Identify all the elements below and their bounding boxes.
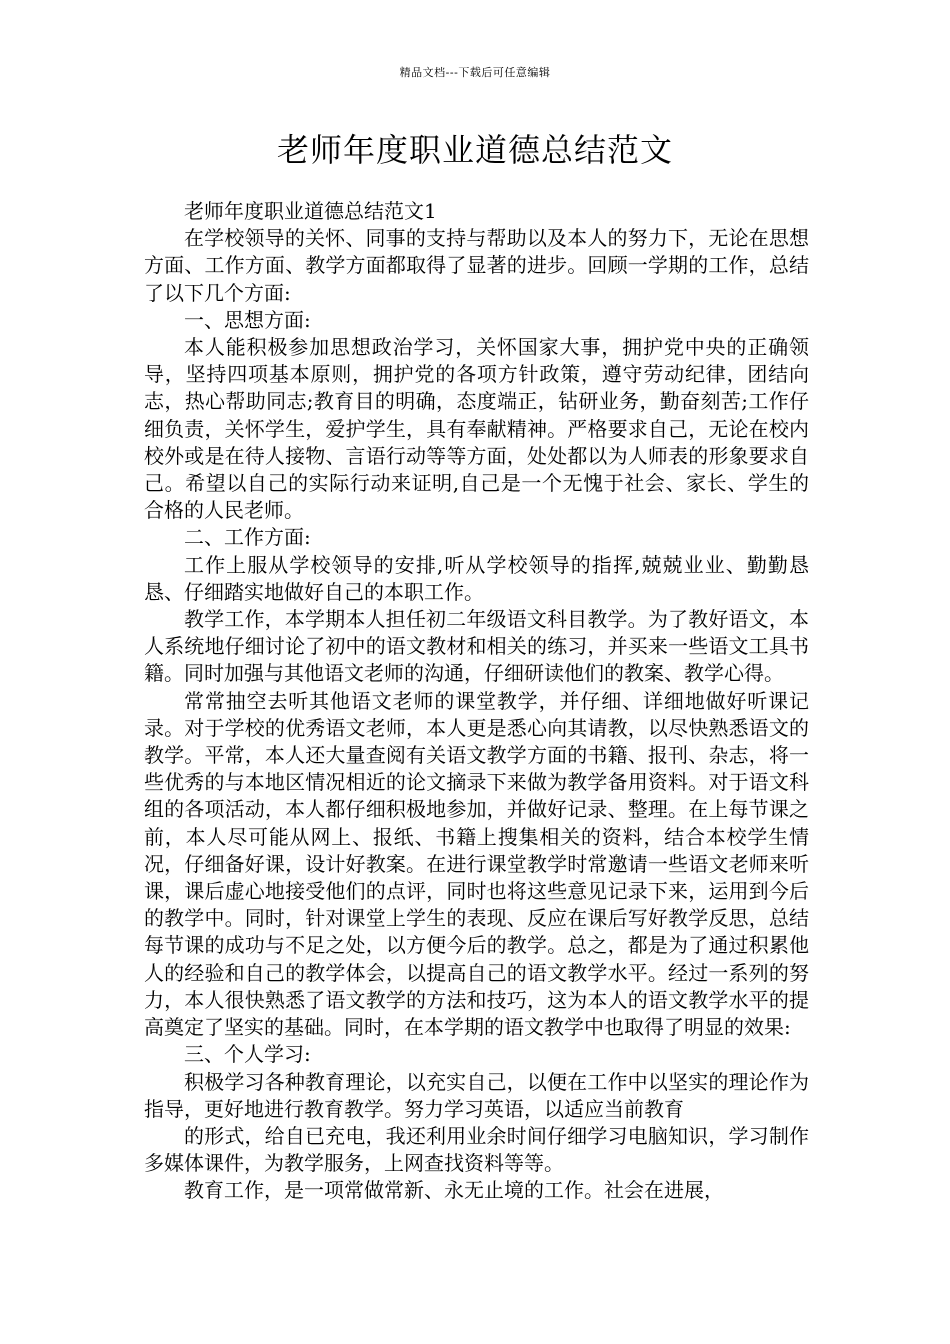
section-heading: 二、工作方面: <box>184 525 311 550</box>
body-paragraph: 教学工作，本学期本人担任初二年级语文科目教学。为了教好语文，本人系统地仔细讨论了初中的语文教材和相关的练习，并买来一些语文工具书籍。同时加强与其他语文老师的沟通，仔细研读他们的教案、教学心得。 <box>144 607 809 686</box>
subtitle-paragraph: 老师年度职业道德总结范文1 <box>184 199 437 223</box>
section-heading: 一、思想方面: <box>184 307 311 332</box>
body-paragraph: 的形式，给自已充电，我还利用业余时间仔细学习电脑知识，学习制作多媒体课件，为教学服务，上网查找资料等等。 <box>144 1123 809 1176</box>
document-body <box>144 198 809 1205</box>
header-note: 精品文档---下载后可任意编辑 <box>399 66 551 79</box>
body-paragraph: 工作上服从学校领导的安排,听从学校领导的指挥,兢兢业业、勤勤恳恳、仔细踏实地做好自己的本职工作。 <box>144 552 809 604</box>
document-title: 老师年度职业道德总结范文 <box>276 131 673 169</box>
section-heading: 三、个人学习: <box>184 1042 311 1067</box>
body-paragraph: 本人能积极参加思想政治学习，关怀国家大事，拥护党中央的正确领导，坚持四项基本原则，拥护党的各项方针政策，遵守劳动纪律，团结向志，热心帮助同志;教育目的明确，态度端正，钻研业务，勤奋刻苦;工作仔细负责，关怀学生，爱护学生，具有奉献精神。严格要求自己，无论在校内校外或是在待人接物、言语行动等等方面，处处都以为人师表的形象要求自己。希望以自己的实际行动来证明,自己是一个无愧于社会、家长、学生的合格的人民老师。 <box>144 335 809 523</box>
body-paragraph: 常常抽空去听其他语文老师的课堂教学，并仔细、详细地做好听课记录。对于学校的优秀语文老师，本人更是悉心向其请教，以尽快熟悉语文的教学。平常，本人还大量查阅有关语文教学方面的书籍、报刊、杂志，将一些优秀的与本地区情况相近的论文摘录下来做为教学备用资料。对于语文科组的各项活动，本人都仔细积极地参加，并做好记录、整理。在上每节课之前，本人尽可能从网上、报纸、书籍上搜集相关的资料，结合本校学生情况，仔细备好课，设计好教案。在进行课堂教学时常邀请一些语文老师来听课，课后虚心地接受他们的点评，同时也将这些意见记录下来，运用到今后的教学中。同时，针对课堂上学生的表现、反应在课后写好教学反思，总结每节课的成功与不足之处，以方便今后的教学。总之，都是为了通过积累他人的经验和自己的教学体会，以提高自己的语文教学水平。经过一系列的努力，本人很快熟悉了语文教学的方法和技巧，这为本人的语文教学水平的提高奠定了坚实的基础。同时，在本学期的语文教学中也取得了明显的效果: <box>144 688 809 1040</box>
body-paragraph: 积极学习各种教育理论，以充实自己，以便在工作中以坚实的理论作为指导，更好地进行教育教学。努力学习英语，以适应当前教育 <box>144 1069 809 1121</box>
body-paragraph: 教育工作，是一项常做常新、永无止境的工作。社会在进展， <box>184 1178 724 1203</box>
body-paragraph: 在学校领导的关怀、同事的支持与帮助以及本人的努力下，无论在思想方面、工作方面、教学方面都取得了显著的进步。回顾一学期的工作，总结了以下几个方面: <box>144 226 809 305</box>
